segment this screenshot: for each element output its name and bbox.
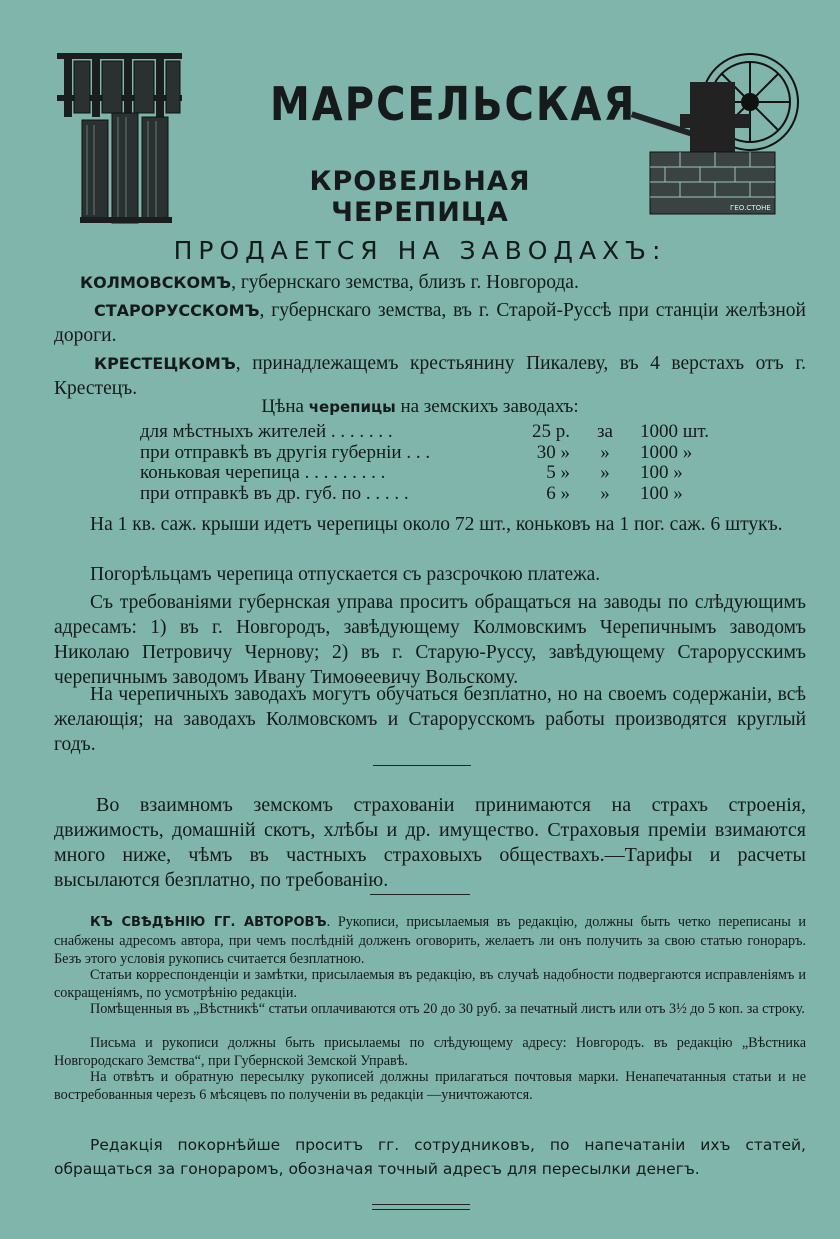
factory-name: СТАРОРУССКОМЪ [94,301,260,320]
roof-tiles-stack-icon [52,45,192,230]
factory-name: КРЕСТЕЦКОМЪ [94,354,236,373]
factory-staraya-russa: СТАРОРУССКОМЪ, губернскаго земства, въ г. Старой-Руссѣ при станціи желѣзной дороги. [54,300,806,346]
price-row: коньковая черепица . . . . . . . . . 5 » » 100 » [140,462,683,483]
divider [370,894,470,895]
factory-kolmovo: КОЛМОВСКОМЪ, губернскаго земства, близъ г. Новгорода. [80,272,579,293]
divider [372,1209,470,1210]
authors-edits: Статьи корреспонденціи и замѣтки, присылаемыя въ редакцію, въ случаѣ надобности подвергаются исправленіямъ и сокращеніямъ, по усмотрѣнію редакціи. [54,967,806,1001]
authors-return: На отвѣтъ и обратную пересылку рукописей должны прилагаться почтовыя марки. Ненапечатанныя статьи и не востребованныя черезъ 6 мѣсяцевъ по полученіи въ редакціи —уничтожаются. [54,1069,806,1103]
price-row: при отправкѣ въ другія губерніи . . . 30 » » 1000 » [140,442,693,463]
authors-notice: КЪ СВѢДѢНІЮ ГГ. АВТОРОВЪ. Рукописи, присылаемыя въ редакцію, должны быть четко переписаны и снабжены адресомъ автора, при чемъ послѣдній долженъ оговорить, желаетъ ли онъ получить за свою статью гонораръ. Безъ этого условія рукопись считается безплатною. [54,914,806,967]
authors-payment: Помѣщенныя въ „Вѣстникѣ“ статьи оплачиваются отъ 20 до 30 руб. за печатный листъ или отъ 3½ до 5 коп. за строку. [90,1001,805,1017]
factory-name: КОЛМОВСКОМЪ [80,273,232,292]
authors-address: Письма и рукописи должны быть присылаемы по слѣдующему адресу: Новгородъ. въ редакцію „Вѣстника Новгородскаго Земства“, при Губернской Земской Управѣ. [54,1035,806,1069]
paragraph-fire-victims: Погорѣльцамъ черепица отпускается съ разсрочкою платежа. [90,564,601,585]
divider [373,765,471,766]
title-line-2: КРОВЕЛЬНАЯ ЧЕРЕПИЦА [309,166,531,228]
paragraph-consumption: На 1 кв. саж. крыши идетъ черепицы около 72 шт., коньковъ на 1 пог. саж. 6 штукъ. [90,514,783,535]
factory-krestcy: КРЕСТЕЦКОМЪ, принадлежащемъ крестьянину Пикалеву, въ 4 верстахъ отъ г. Крестецъ. [54,353,806,399]
paragraph-addresses: Съ требованіями губернская управа проситъ обращаться на заводы по слѣдующимъ адресамъ: 1) въ г. Новгородъ, завѣдующему Колмовскимъ Черепичнымъ заводомъ Николаю Петровичу Чернову; 2) въ г. Старую-Руссу, завѣдующему Старорусскимъ черепичнымъ заводомъ Ивану Тимоѳеевичу Вольскому. [54,592,806,688]
divider [372,1204,470,1205]
final-note: Редакція покорнѣйше проситъ гг. сотрудниковъ, по напечатаніи ихъ статей, обращаться за гонораромъ, обозначая точный адресъ для пересылки денегъ. [54,1136,806,1178]
authors-heading: КЪ СВѢДѢНІЮ ГГ. АВТОРОВЪ [90,915,327,930]
machine-caption: ГЕО.СТОНЕ [730,204,771,212]
tile-press-machine-icon [620,42,810,220]
price-row: для мѣстныхъ жителей . . . . . . . 25 р. за 1000 шт. [140,421,710,442]
insurance-paragraph: Во взаимномъ земскомъ страхованіи принимаются на страхъ строенія, движимость, домашній скотъ, хлѣбы и др. имущество. Страховыя преміи взимаются много ниже, чѣмъ въ частныхъ страховыхъ обществахъ.—Тарифы и расчеты высылаются безплатно, по требованію. [54,794,806,891]
sales-heading: ПРОДАЕТСЯ НА ЗАВОДАХЪ: [173,236,667,265]
price-row: при отправкѣ въ др. губ. по . . . . . 6 » » 100 » [140,483,683,504]
paragraph-training: На черепичныхъ заводахъ могутъ обучаться безплатно, но на своемъ содержаніи, всѣ желающія; на заводахъ Колмовскомъ и Старорусскомъ работы производятся круглый годъ. [54,684,806,755]
price-heading: Цѣна черепицы на земскихъ заводахъ: [261,396,579,417]
title-line-1: МАРСЕЛЬСКАЯ [270,78,637,132]
